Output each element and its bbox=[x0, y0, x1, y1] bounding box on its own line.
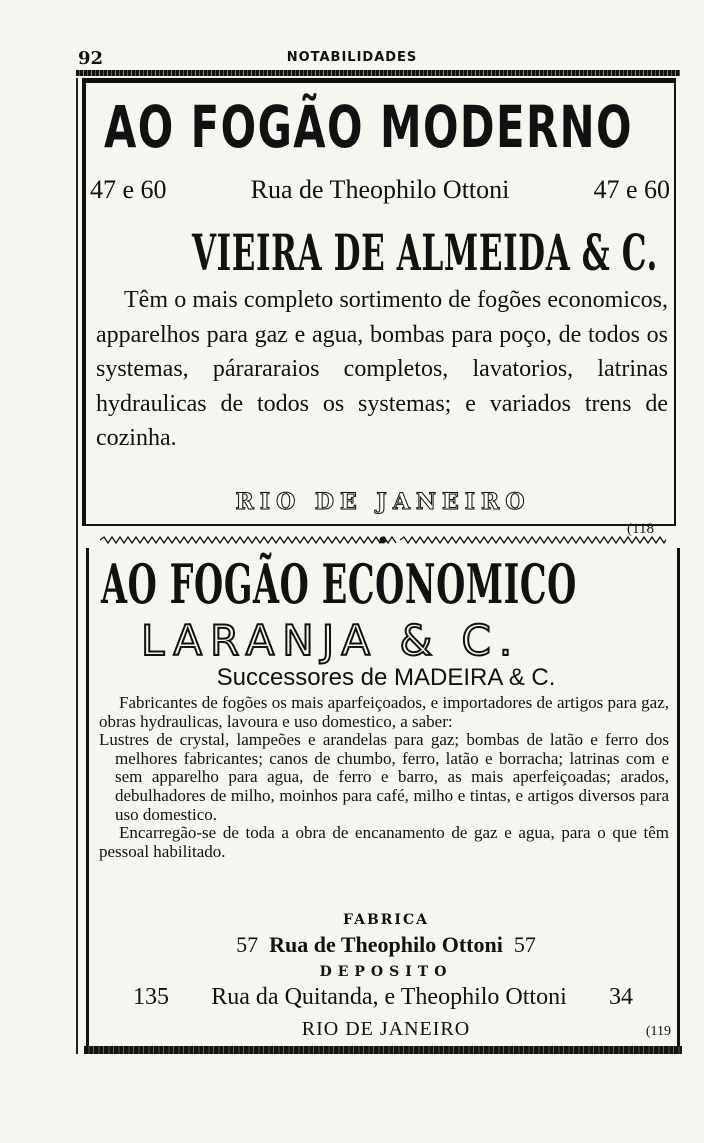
address-number-left: 47 e 60 bbox=[90, 175, 167, 204]
fabrica-address bbox=[89, 932, 683, 958]
advertisement-fogao-moderno bbox=[82, 78, 676, 537]
ad-reference: (119 bbox=[645, 1024, 671, 1039]
ad-title: AO FOGÃO ECONOMICO bbox=[101, 552, 577, 616]
bottom-rule bbox=[84, 1046, 682, 1054]
page-number: 92 bbox=[78, 48, 104, 69]
advertisement-fogao-economico bbox=[86, 548, 680, 1054]
deposito-street: Rua da Quitanda, e Theophilo Ottoni bbox=[211, 984, 567, 1010]
firm-name: LARANJA & C. bbox=[141, 616, 521, 665]
firm-name: VIEIRA DE ALMEIDA & C. bbox=[192, 223, 658, 282]
fabrica-label: FABRICA bbox=[342, 912, 429, 928]
paragraph-manufacturers: Fabricantes de fogões os mais aparfeiçoados, e importadores de artigos para gaz, obras hydraulicas, lavoura e uso domestico, a saber: bbox=[99, 693, 669, 731]
ad-text bbox=[99, 694, 669, 861]
ad-address bbox=[90, 175, 670, 205]
deposito-number-left: 135 bbox=[133, 984, 169, 1010]
fabrica-number-left: 57 bbox=[236, 932, 259, 957]
address-number-right: 47 e 60 bbox=[593, 175, 670, 204]
fabrica-street: Rua de Theophilo Ottoni bbox=[269, 932, 503, 957]
ad-reference: (118 bbox=[627, 521, 654, 537]
top-rule bbox=[76, 70, 680, 76]
ornamental-divider bbox=[100, 536, 666, 544]
address-street: Rua de Theophilo Ottoni bbox=[250, 175, 510, 204]
successors-line: Successores de MADEIRA & C. bbox=[216, 664, 556, 691]
ad-city: RIO DE JANEIRO bbox=[235, 489, 531, 515]
ad-title: AO FOGÃO MODERNO bbox=[104, 93, 633, 161]
ad-city: RIO DE JANEIRO bbox=[301, 1018, 471, 1040]
left-rule bbox=[76, 78, 78, 1054]
paragraph-products: Lustres de crystal, lampeões e arandelas para gaz; bombas de latão e ferro dos melhores fabricantes; canos de chumbo, ferro, latão e borracha; latrinas com e sem apparelho para agua, de ferro e barro, as mais aperfeiçoadas; arados, debulhadores de milho, moinhos para café, milho e tintas, e artigos diversos para uso domestico. bbox=[99, 730, 669, 824]
deposito-label: DEPOSITO bbox=[319, 964, 453, 980]
fabrica-number-right: 57 bbox=[513, 932, 536, 957]
running-head: NOTABILIDADES bbox=[286, 50, 418, 65]
deposito-number-right: 34 bbox=[609, 984, 633, 1010]
ad-body: Têm o mais completo sortimento de fogões economicos, apparelhos para gaz e agua, bombas para poço, de todos os systemas, párararaios completos, lavatorios, latrinas hydraulicas de todos os systemas; e variados trens de cozinha. bbox=[96, 287, 668, 451]
paragraph-services: Encarregão-se de toda a obra de encanamento de gaz e agua, para o que têm pessoal habilitado. bbox=[99, 823, 669, 861]
deposito-address bbox=[133, 984, 633, 1011]
